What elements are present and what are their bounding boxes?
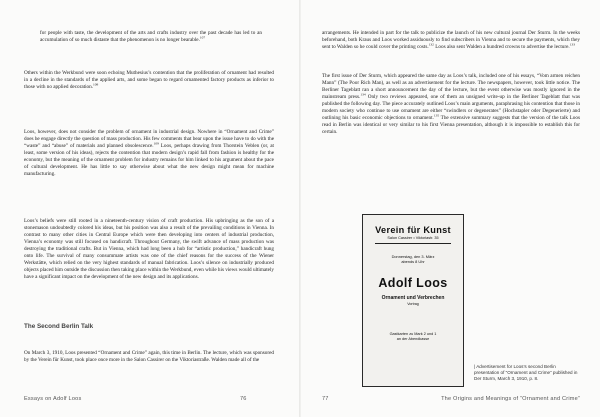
poster-tickets-line: Gastkarten zu Mark 2 und 1 <box>389 332 437 336</box>
paragraph-text: arrangements. He intended in part for the talk to publicize the launch of his new cultural journal Der Sturm. In the weeks beforehand, both Kraus and Loos worked assiduously to find subscribers in Vienna and to secure the payments, which they sent to Walden so he could cover the printing costs. <box>322 30 580 50</box>
footnote-ref: 134 <box>360 92 366 97</box>
footnote-ref: 135 <box>433 113 440 118</box>
paragraph-arrangements <box>322 30 580 51</box>
paragraph-text: Others within the Werkbund were soon echoing Muthesius’s contention that the proliferation of ornament had resulted in a decline in the standards of the applied arts, and some began to regard ornamented factory products as inferior to those with no applied decoration. <box>24 70 274 90</box>
poster-venue: Salon Cassirer • Viktoriastr. 35 <box>387 236 439 240</box>
poster-speaker: Adolf Loos <box>378 276 448 290</box>
footer-chapter-title: The Origins and Meanings of “Ornament and Crime” <box>441 396 580 402</box>
poster-event-type: Vortrag <box>407 302 419 306</box>
paragraph-text-cont: Only two reviews appeared, one of them an unsigned write-up in the Berliner Tageblatt that was published the following day. The piece accurately outlined Loos’s main arguments, paraphrasing his contention that those in modern society who continue to use ornament are either “swindlers or degenerates” (Hochstapler oder Degenerierte) and outlining his basic economic objections to ornament. <box>322 94 580 121</box>
page-number-left: 76 <box>240 396 247 402</box>
footnote-ref: 132 <box>428 42 434 47</box>
poster-date-line: Donnerstag, den 3. März <box>391 254 435 259</box>
paragraph-loos-industrial <box>24 129 274 178</box>
page-number-right: 77 <box>322 396 329 402</box>
poster-time-line: abends 8 Uhr <box>401 259 425 264</box>
footer-book-title: Essays on Adolf Loos <box>24 396 82 402</box>
section-heading: The Second Berlin Talk <box>24 323 94 330</box>
poster-tickets-line: an der Abendkasse <box>396 337 430 341</box>
poster-date <box>363 254 463 264</box>
figure-caption: | Advertisement for Loos’s second Berlin presentation of “Ornament and Crime” published in Der Sturm, March 3, 1910, p. 8. <box>474 364 578 381</box>
block-quote-text: for people with taste, the development of the arts and crafts industry over the past decade has led to an accumulation of so much distaste that the phenomenon is no longer bearable. <box>40 30 262 43</box>
paragraph-text: The first issue of Der Sturm, which appeared the same day as Loos’s talk, included one of his essays, “Vom armen reichen Mann” (The Poor Rich Man), as well as an advertisement for the lecture. The newspapers, however, took little notice. The Berliner Tageblatt ran a short announcement the day of the lecture, but the event otherwise was mostly ignored in the mainstream press. <box>322 73 580 100</box>
poster-topic: Ornament und Verbrechen <box>381 295 445 301</box>
lecture-advertisement-poster <box>362 214 464 387</box>
paragraph-text-cont: Loos, perhaps drawing from Thorstein Veblen (or, at least, some version of his ideas), rejects the contention that modern design’s rapid fall from fashion is healthy for the economy, but the meaning of the ornament problem for industry remains for him linked to his argument about the pace of cultural development. He has little to say otherwise about what the new design might mean for machine manufacturing. <box>24 143 274 177</box>
poster-tickets <box>363 332 463 342</box>
block-quote <box>40 30 262 44</box>
poster-divider <box>375 243 451 244</box>
footnote-ref: 109 <box>153 141 159 146</box>
paragraph-craft-production: Loos’s beliefs were still rooted in a nineteenth-century vision of craft production. His upbringing as the son of a stonemason undoubtedly colored his ideas, but his position was also a result of the prevailing conditions in Vienna. In contrast to many other cities in Central Europe which were then developing into centers of industrial production, Vienna’s economy was still focused on handicraft. Throughout Germany, the swift advance of mass production was destroying the traditional crafts. But in Vienna, which had long been a hub for “artistic production,” handicraft hung onto life. The survival of many consummate artists was one of the chief reasons for the success of the Wiener Werkstätte, which relied on the very highest standards of manual fabrication. Loos’s silence on industrially produced objects placed him outside the discussion then taking place within the Werkbund, even while his views would ultimately have a significant impact on the development of the new design and its applications. <box>24 218 274 280</box>
paragraph-werkbund <box>24 70 274 91</box>
footnote-ref: 107 <box>199 35 206 40</box>
paragraph-der-sturm <box>322 73 580 136</box>
paragraph-text: Loos, however, does not consider the problem of ornament in industrial design. Nowhere in “Ornament and Crime” does he engage directly the question of mass production. His few comments that bear upon the issue have to do with the “waste” and “abuse” of materials and planned obsolescence. <box>24 129 274 149</box>
paragraph-text-cont: The extensive summary suggests that the version of the talk Loos read in Berlin was identical or very similar to his first Vienna presentation, although it is impossible to establish this for certain. <box>322 115 580 135</box>
poster-club-name: Verein für Kunst <box>375 225 451 235</box>
paragraph-berlin-talk: On March 3, 1910, Loos presented “Ornament and Crime” again, this time in Berlin. The lecture, which was sponsored by the Verein für Kunst, took place once more in the Salon Cassirer on the Viktoriastraße. Walden made all of the <box>24 350 274 363</box>
footnote-ref: 108 <box>93 82 99 87</box>
footnote-ref: 133 <box>569 42 575 47</box>
paragraph-text-cont: Loos also sent Walden a hundred crowns to advertise the lecture. <box>433 44 570 50</box>
